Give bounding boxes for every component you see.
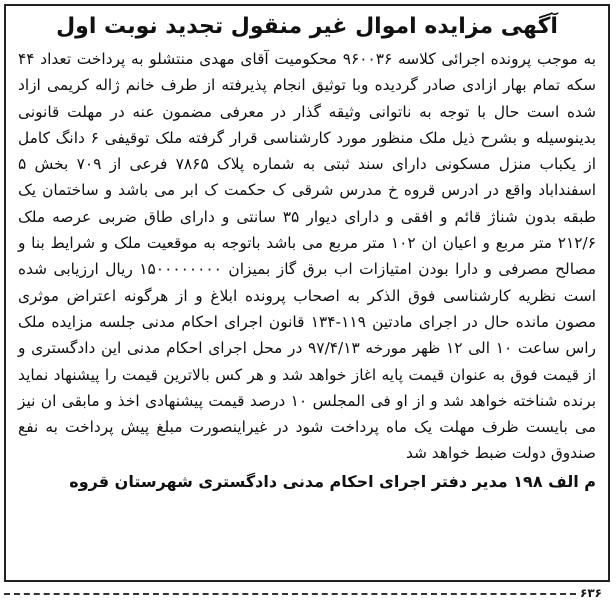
notice-signature: م الف ۱۹۸ مدیر دفتر اجرای احکام مدنی دادگستری شهرستان قروه — [69, 471, 596, 491]
notice-code-line — [4, 584, 610, 602]
notice-frame — [4, 4, 610, 582]
notice-title: آگهی مزایده اموال غیر منقول تجدید نوبت اول — [56, 14, 558, 39]
notice-body: به موجب پرونده اجرائی کلاسه ۹۶۰۰۳۶ محکومیت آقای مهدی منتشلو به پرداخت تعداد ۴۴ سکه تمام بهار ازادی صادر گردیده وبا توثیق انجام پذیرفته از طرف خانم ژاله کریمی ازاد شده است حال با توجه به ناتوانی وثیقه گذار در معرفی مضمون عنه در مهلت قانونی بدینوسیله و بشرح ذیل ملک منظور مورد کارشناسی قرار گرفته ملک توقیفی ۶ دانگ کامل از یکباب منزل مسکونی دارای سند ثبتی به شماره پلاک ۷۸۶۵ فرعی از ۷۰۹ بخش ۵ اسفنداباد واقع در ادرس قروه خ مدرس شرقی ک حکمت ک ابر می باشد و ساختمان یک طبقه بدون شناژ قائم و افقی و دارای دیوار ۳۵ سانتی و دارای طاق ضربی عرصه ملک ۲۱۲/۶ متر مربع و اعیان ان ۱۰۲ متر مربع می باشد باتوجه به موقعیت ملک و شرایط بنا و مصالح مصرفی و دارا بودن امتیازات اب برق گاز بمیزان ۱۵۰۰۰۰۰۰۰۰ ریال ارزیابی شده است نظریه کارشناسی فوق الذکر به اصحاب پرونده ابلاغ و از هرگونه اعتراض موثری مصون مانده حال در اجرای مادتین ۱۱۹-۱۳۴ قانون اجرای احکام مدنی جلسه مزایده ملک راس ساعت ۱۰ الی ۱۲ ظهر مورخه ۹۷/۴/۱۳ در محل اجرای احکام مدنی این دادگستری و از قیمت فوق به عنوان قیمت پایه اغاز خواهد شد و هر کس بالاترین قیمت را پیشنهاد نماید برنده شناخته خواهد شد و از او فی المجلس ۱۰ درصد قیمت پیشنهادی اخذ و مابقی ان نیز می بایست ظرف مهلت یک ماه پرداخت شود در غیراینصورت مبلغ پیش پرداخت به نفع صندوق دولت ضبط خواهد شد — [18, 50, 597, 463]
notice-code: ۶۳۶ — [580, 586, 602, 600]
dashed-divider — [4, 593, 576, 595]
